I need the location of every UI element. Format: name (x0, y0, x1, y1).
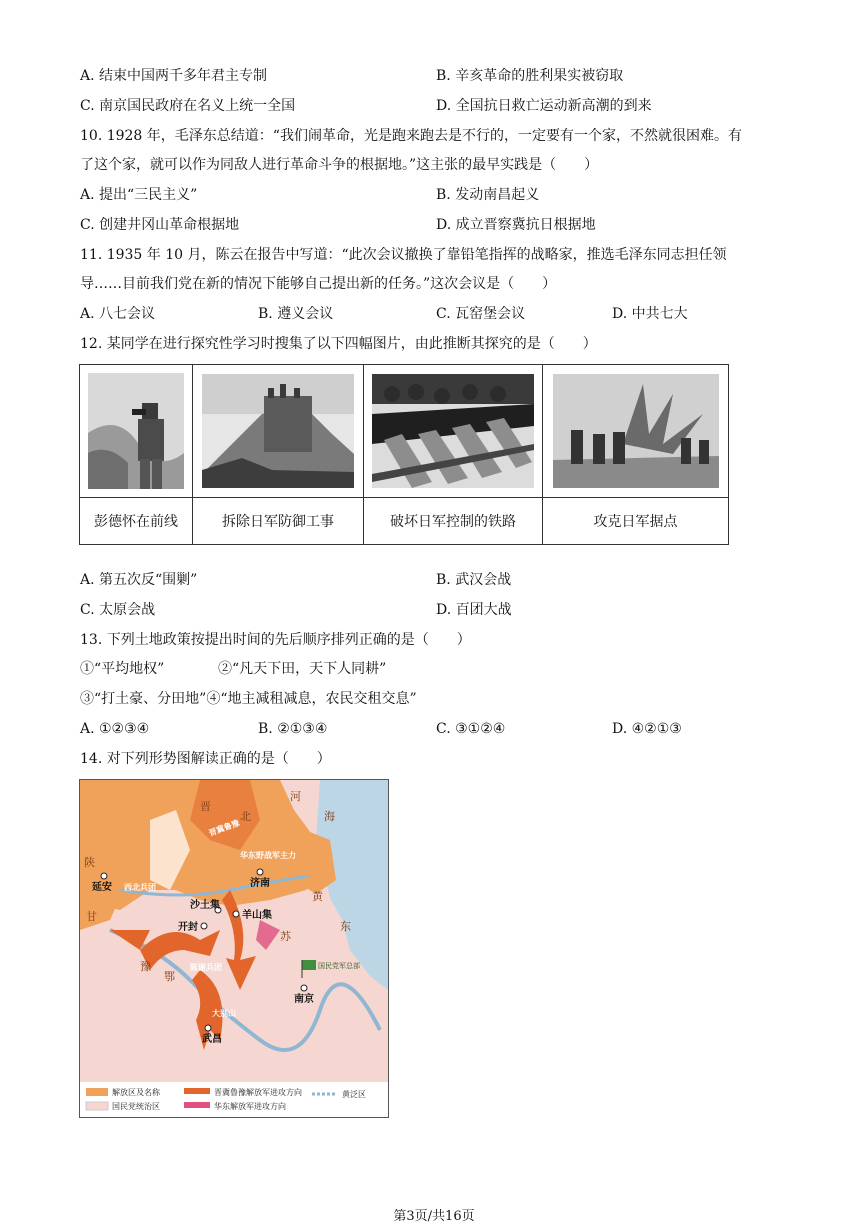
map-kmt-flag (302, 960, 316, 970)
q13-items-3-4: ③“打土豪、分田地”④“地主减租减息，农民交租交息” (80, 691, 417, 707)
map-label-wuchang: 武昌 (202, 1034, 222, 1045)
q9-option-a: A. 结束中国两千多年君主专制 (80, 68, 268, 84)
legend-jjly-label: 晋冀鲁豫解放军进攻方向 (214, 1088, 302, 1097)
q10-option-d: D. 成立晋察冀抗日根据地 (436, 217, 596, 233)
q13-stem: 13. 下列土地政策按提出时间的先后顺序排列正确的是（ ） (80, 632, 471, 648)
photo-destroy-railway (372, 374, 534, 488)
q10-stem-line2: 了这个家，就可以作为同敌人进行革命斗争的根据地。”这主张的最早实践是（ ） (80, 157, 599, 173)
map-label-dong: 东 (340, 920, 351, 933)
q11-option-d: D. 中共七大 (612, 306, 688, 322)
city-marker-kaifeng (201, 923, 207, 929)
q11-stem-line1: 11. 1935 年 10 月，陈云在报告中写道：“此次会议撤换了靠铅笔指挥的战略家，推选毛泽东同志担任领 (80, 247, 727, 263)
map-label-dabieshan: 大别山 (212, 1009, 236, 1018)
caption-3: 破坏日军控制的铁路 (364, 498, 543, 545)
city-marker-yanan (101, 873, 107, 879)
map-label-yanan: 延安 (92, 882, 112, 893)
city-marker-wuchang (205, 1025, 211, 1031)
photo-cell-1 (80, 365, 193, 498)
q10-option-c: C. 创建井冈山革命根据地 (80, 217, 240, 233)
map-label-xibei: 西北兵团 (124, 883, 156, 892)
legend-kmt-label: 国民党统治区 (112, 1102, 160, 1111)
map-label-jin: 晋 (200, 800, 211, 813)
map-label-jinan: 济南 (250, 878, 270, 889)
photo-capture-stronghold (553, 374, 719, 488)
q12-stem: 12. 某同学在进行探究性学习时搜集了以下四幅图片，由此推断其探究的是（ ） (80, 336, 597, 352)
q13-item-1: ①“平均地权” (80, 661, 165, 677)
map-label-he: 河 (290, 790, 301, 803)
map-label-hai: 海 (324, 810, 335, 823)
caption-4: 攻克日军据点 (543, 498, 729, 545)
legend-liberated-label: 解放区及名称 (112, 1088, 160, 1097)
legend-hd-swatch (184, 1102, 210, 1108)
map-label-chenxie: 陈谢兵团 (190, 963, 222, 972)
caption-2: 拆除日军防御工事 (193, 498, 364, 545)
map-label-yangshanji: 羊山集 (242, 910, 272, 921)
q12-picture-table (79, 364, 729, 545)
q11-option-c: C. 瓦窑堡会议 (436, 306, 526, 322)
map-label-bei: 北 (240, 810, 251, 823)
q13-option-c: C. ③①②④ (436, 721, 506, 737)
map-label-east-army: 华东野战军主力 (240, 851, 296, 860)
q13-item-2: ②“凡天下田，天下人同耕” (218, 661, 387, 677)
map-label-shatuji: 沙土集 (190, 900, 220, 911)
q12-option-b: B. 武汉会战 (436, 572, 512, 588)
map-label-gan: 甘 (86, 910, 97, 923)
q9-option-c: C. 南京国民政府在名义上统一全国 (80, 98, 296, 114)
photo-dismantle-fortification (202, 374, 354, 488)
legend-jjly-swatch (184, 1088, 210, 1094)
photo-cell-3 (364, 365, 543, 498)
q12-option-d: D. 百团大战 (436, 602, 512, 618)
photo-cell-2 (193, 365, 364, 498)
map-label-shan: 陕 (84, 856, 95, 869)
situation-map (79, 779, 389, 1118)
map-label-huang: 黄 (312, 890, 323, 903)
q10-stem-line1: 10. 1928 年，毛泽东总结道：“我们闹革命，光是跑来跑去是不行的，一定要有一个家，不然就很困难。有 (80, 128, 742, 144)
q10-option-a: A. 提出“三民主义” (80, 187, 198, 203)
city-marker-nanjing (301, 985, 307, 991)
map-label-nanjing: 南京 (294, 994, 314, 1005)
q10-option-b: B. 发动南昌起义 (436, 187, 540, 203)
caption-1: 彭德怀在前线 (80, 498, 193, 545)
q11-stem-line2: 导……目前我们党在新的情况下能够自己提出新的任务。”这次会议是（ ） (80, 276, 557, 292)
map-label-yu: 豫 (140, 960, 151, 973)
map-label-kmt-hq: 国民党军总部 (318, 962, 360, 970)
q9-option-b: B. 辛亥革命的胜利果实被窃取 (436, 68, 624, 84)
q11-option-b: B. 遵义会议 (258, 306, 334, 322)
q12-option-a: A. 第五次反“围剿” (80, 572, 198, 588)
q9-option-d: D. 全国抗日救亡运动新高潮的到来 (436, 98, 652, 114)
legend-hd-label: 华东解放军进攻方向 (214, 1102, 286, 1111)
photo-cell-4 (543, 365, 729, 498)
map-label-su: 苏 (280, 930, 291, 943)
q11-option-a: A. 八七会议 (80, 306, 156, 322)
q13-option-b: B. ②①③④ (258, 721, 328, 737)
legend-liberated-swatch (86, 1088, 108, 1096)
city-marker-yangshanji (233, 911, 239, 917)
q14-stem: 14. 对下列形势图解读正确的是（ ） (80, 751, 331, 767)
q13-option-d: D. ④②①③ (612, 721, 682, 737)
q12-option-c: C. 太原会战 (80, 602, 156, 618)
page-footer: 第3页/共16页 (393, 1209, 475, 1224)
photo-peng-dehuai (88, 373, 184, 489)
map-label-e: 鄂 (164, 970, 175, 983)
legend-flood-label: 黄泛区 (342, 1090, 366, 1099)
map-label-kaifeng: 开封 (178, 922, 198, 933)
q13-option-a: A. ①②③④ (80, 721, 150, 737)
map-label-jjly: 晋冀鲁豫 (207, 818, 241, 838)
city-marker-jinan (257, 869, 263, 875)
legend-kmt-swatch (86, 1102, 108, 1110)
